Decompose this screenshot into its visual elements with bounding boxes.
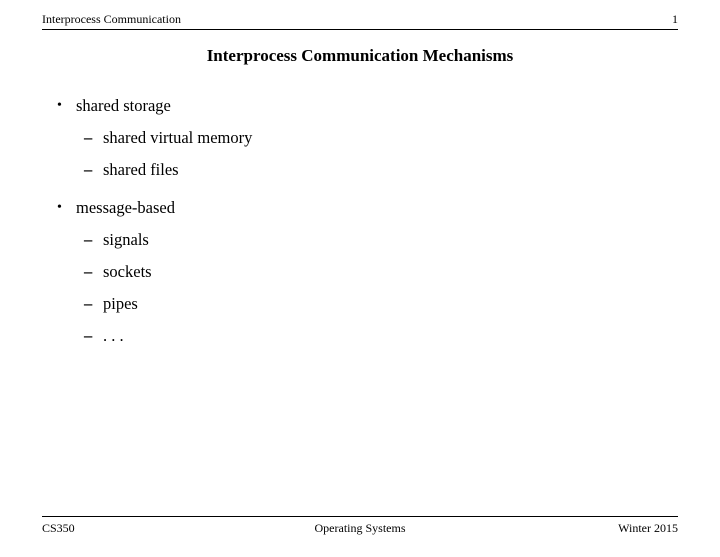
page-footer bbox=[42, 521, 678, 539]
course-code: CS350 bbox=[42, 521, 75, 535]
dash-icon: – bbox=[84, 326, 93, 345]
footer-rule bbox=[42, 516, 678, 517]
dash-icon: – bbox=[84, 128, 93, 147]
list-item: message-based bbox=[76, 198, 175, 217]
bullet-icon: • bbox=[57, 200, 62, 215]
course-name: Operating Systems bbox=[314, 521, 406, 535]
dash-icon: – bbox=[84, 262, 93, 281]
sub-list-item: shared virtual memory bbox=[103, 128, 253, 147]
sub-list-item: signals bbox=[103, 230, 149, 249]
dash-icon: – bbox=[84, 230, 93, 249]
slide-title: Interprocess Communication Mechanisms bbox=[206, 46, 514, 65]
header-title: Interprocess Communication bbox=[42, 12, 181, 26]
term: Winter 2015 bbox=[618, 521, 678, 535]
sub-list-item: sockets bbox=[103, 262, 152, 281]
list-item: shared storage bbox=[76, 96, 171, 115]
bullet-icon: • bbox=[57, 98, 62, 113]
dash-icon: – bbox=[84, 294, 93, 313]
page-number: 1 bbox=[672, 12, 678, 26]
dash-icon: – bbox=[84, 160, 93, 179]
sub-list-item: pipes bbox=[103, 294, 138, 313]
sub-list-item: . . . bbox=[103, 326, 124, 345]
sub-list-item: shared files bbox=[103, 160, 179, 179]
